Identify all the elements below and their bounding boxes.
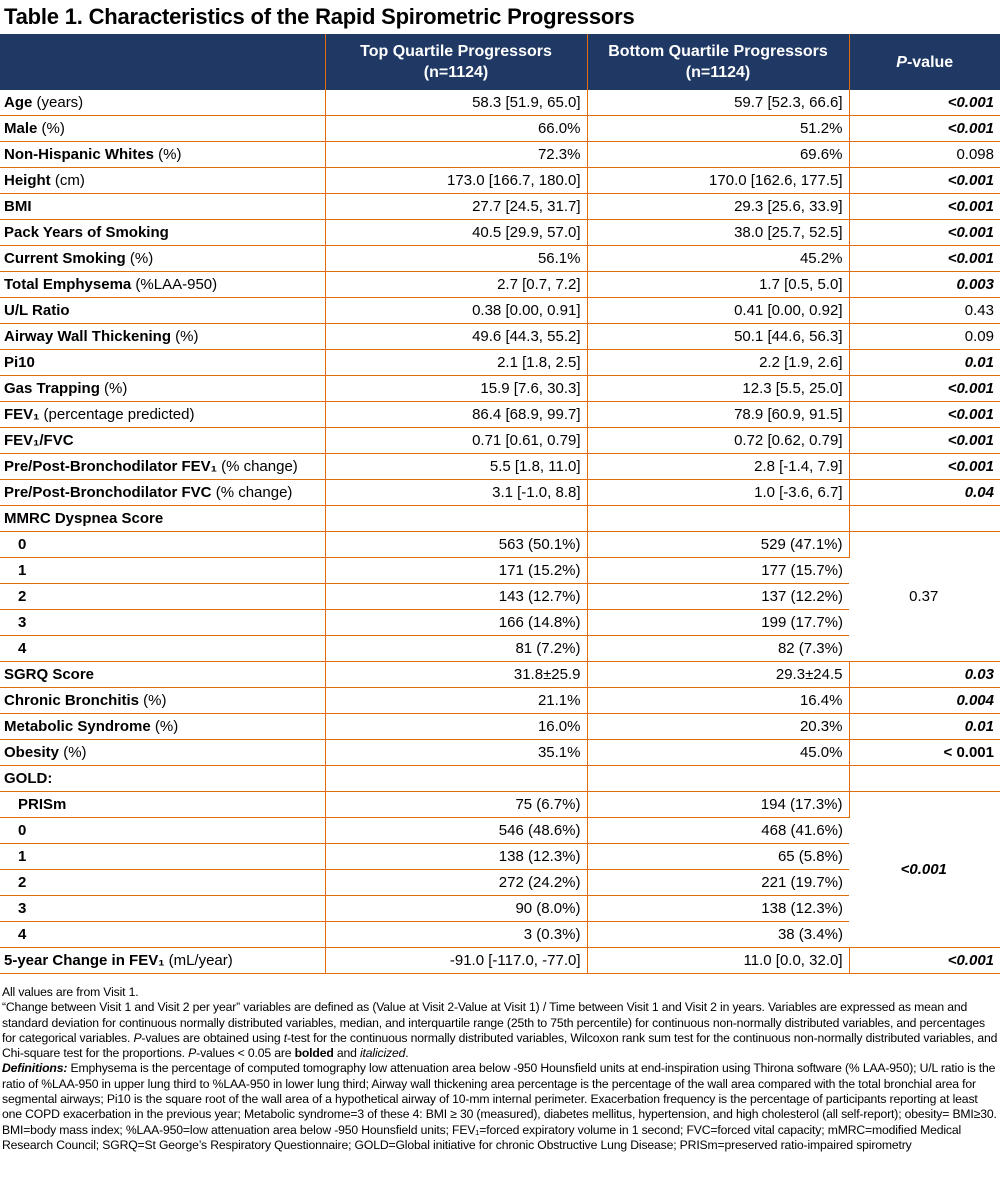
bottom-quartile-value: 50.1 [44.6, 56.3] — [587, 324, 849, 350]
group-item-row — [0, 792, 1000, 818]
top-quartile-value: 75 (6.7%) — [325, 792, 587, 818]
top-quartile-value: 5.5 [1.8, 11.0] — [325, 454, 587, 480]
footnote-italicized: italicized — [360, 1046, 406, 1061]
footnote-visit: All values are from Visit 1. — [2, 985, 139, 999]
top-quartile-value: 138 (12.3%) — [325, 844, 587, 870]
table-row — [0, 324, 1000, 350]
group-label — [0, 506, 325, 532]
bottom-quartile-value: 137 (12.2%) — [587, 584, 849, 610]
footnote-methods-text-3: -test for the continuous normally distributed variables, Wilcoxon rank sum test for the continuous non-normally distributed variables, and Chi-square test for the proportions. — [2, 1030, 998, 1061]
group-p-empty — [849, 506, 1000, 532]
top-quartile-value: 143 (12.7%) — [325, 584, 587, 610]
bottom-quartile-value: 82 (7.3%) — [587, 636, 849, 662]
bottom-quartile-value: 12.3 [5.5, 25.0] — [587, 376, 849, 402]
p-value: <0.001 — [849, 168, 1000, 194]
row-label-bold: Obesity — [4, 744, 60, 761]
bottom-quartile-value: 2.2 [1.9, 2.6] — [587, 350, 849, 376]
table-body — [0, 90, 1000, 974]
bottom-quartile-value: 59.7 [52.3, 66.6] — [587, 90, 849, 116]
top-quartile-value: -91.0 [-117.0, -77.0] — [325, 948, 587, 974]
top-quartile-value: 166 (14.8%) — [325, 610, 587, 636]
footnote-p-italic: P — [133, 1030, 142, 1045]
table-row — [0, 116, 1000, 142]
p-value: < 0.001 — [849, 740, 1000, 766]
footnote-abbreviations: BMI=body mass index; %LAA-950=low attenuation area below -950 Hounsfield units; FEV₁=forced expiratory volume in 1 second; FVC=forced vital capacity; mMRC=modified Medical Research Council; SGRQ=St George’s Respiratory Questionnaire; GOLD=Global initiative for chronic Obstructive Lung Disease; PRISm=preserved ratio-impaired spirometry — [2, 1122, 962, 1152]
bottom-quartile-value: 138 (12.3%) — [587, 896, 849, 922]
header-bottom-quartile — [587, 34, 849, 90]
row-label-unit: (years) — [32, 94, 84, 111]
row-label — [0, 350, 325, 376]
bottom-quartile-value: 38.0 [25.7, 52.5] — [587, 220, 849, 246]
top-quartile-value: 171 (15.2%) — [325, 558, 587, 584]
bottom-quartile-value: 0.41 [0.00, 0.92] — [587, 298, 849, 324]
table-row — [0, 168, 1000, 194]
top-quartile-value: 21.1% — [325, 688, 587, 714]
row-label-unit: (%) — [170, 328, 199, 345]
bottom-quartile-value: 468 (41.6%) — [587, 818, 849, 844]
header-top-quartile — [325, 34, 587, 90]
row-label-unit: (%) — [37, 120, 65, 137]
row-label-unit: (%) — [99, 380, 128, 397]
row-label — [0, 90, 325, 116]
group-p-value: <0.001 — [849, 792, 1000, 948]
bottom-quartile-value: 11.0 [0.0, 32.0] — [587, 948, 849, 974]
footnote-t-italic: t — [283, 1030, 287, 1045]
row-label-bold: Total Emphysema — [4, 276, 132, 293]
row-label-bold: Gas Trapping — [4, 380, 100, 397]
row-label-bold: 5-year Change in FEV₁ — [4, 952, 165, 969]
top-quartile-value: 58.3 [51.9, 65.0] — [325, 90, 587, 116]
group-header-row — [0, 766, 1000, 792]
top-quartile-value: 81 (7.2%) — [325, 636, 587, 662]
top-quartile-value: 0.71 [0.61, 0.79] — [325, 428, 587, 454]
header-top-quartile-n: (n=1124) — [423, 64, 489, 81]
p-value: <0.001 — [849, 454, 1000, 480]
row-label — [0, 402, 325, 428]
header-p-rest: -value — [906, 53, 954, 71]
bottom-quartile-value: 2.8 [-1.4, 7.9] — [587, 454, 849, 480]
group-item-label: 4 — [0, 922, 325, 948]
table-row — [0, 220, 1000, 246]
top-quartile-value: 0.38 [0.00, 0.91] — [325, 298, 587, 324]
row-label — [0, 714, 325, 740]
table-row — [0, 272, 1000, 298]
p-value: 0.004 — [849, 688, 1000, 714]
row-label-bold: SGRQ Score — [4, 666, 95, 683]
top-quartile-value: 86.4 [68.9, 99.7] — [325, 402, 587, 428]
row-label — [0, 272, 325, 298]
table-row — [0, 298, 1000, 324]
group-bottom-empty — [587, 506, 849, 532]
footnote-methods-text: “Change between Visit 1 and Visit 2 per year” variables are defined as (Value at Visit 2-Value at Visit 1) / Time between Visit 1 and Visit 2 in years. Variables are expressed as mean and standard deviation for continuous normally distributed variables, median, and interquartile range (25th to 75th percentile) for continuous non-normally distributed variables, and percentages for categorical variables. — [2, 1000, 985, 1045]
header-p-value — [849, 34, 1000, 90]
group-item-label: PRISm — [0, 792, 325, 818]
row-label — [0, 246, 325, 272]
group-label-text: MMRC Dyspnea Score — [4, 510, 164, 527]
group-label-text: GOLD: — [4, 770, 53, 787]
header-p-italic: P — [896, 53, 907, 71]
group-p-value: 0.37 — [849, 532, 1000, 662]
p-value: <0.001 — [849, 90, 1000, 116]
table-row — [0, 376, 1000, 402]
table-row — [0, 90, 1000, 116]
row-label-unit: (percentage predicted) — [39, 406, 195, 423]
group-item-label: 1 — [0, 558, 325, 584]
p-value: <0.001 — [849, 220, 1000, 246]
bottom-quartile-value: 51.2% — [587, 116, 849, 142]
group-item-label: 1 — [0, 844, 325, 870]
top-quartile-value: 56.1% — [325, 246, 587, 272]
bottom-quartile-value: 16.4% — [587, 688, 849, 714]
group-p-empty — [849, 766, 1000, 792]
row-label — [0, 480, 325, 506]
group-item-row — [0, 532, 1000, 558]
table-row — [0, 662, 1000, 688]
footnote-and: and — [333, 1046, 360, 1061]
bottom-quartile-value: 69.6% — [587, 142, 849, 168]
group-bottom-empty — [587, 766, 849, 792]
characteristics-table — [0, 34, 1000, 974]
row-label-bold: Pre/Post-Bronchodilator FVC — [4, 484, 212, 501]
row-label — [0, 324, 325, 350]
header-top-quartile-title: Top Quartile Progressors — [360, 43, 552, 60]
bottom-quartile-value: 45.2% — [587, 246, 849, 272]
top-quartile-value: 72.3% — [325, 142, 587, 168]
footnote-p2-italic: P — [188, 1046, 197, 1061]
row-label — [0, 740, 325, 766]
group-item-label: 2 — [0, 584, 325, 610]
p-value: <0.001 — [849, 376, 1000, 402]
table-title: Table 1. Characteristics of the Rapid Spirometric Progressors — [4, 4, 635, 29]
row-label — [0, 142, 325, 168]
top-quartile-value: 16.0% — [325, 714, 587, 740]
p-value: 0.03 — [849, 662, 1000, 688]
footnote-definitions — [2, 1061, 998, 1122]
row-label-bold: Chronic Bronchitis — [4, 692, 140, 709]
table-row — [0, 402, 1000, 428]
group-item-label: 4 — [0, 636, 325, 662]
bottom-quartile-value: 529 (47.1%) — [587, 532, 849, 558]
group-header-row — [0, 506, 1000, 532]
table-header-row — [0, 34, 1000, 90]
row-label — [0, 298, 325, 324]
top-quartile-value: 35.1% — [325, 740, 587, 766]
row-label-unit: (cm) — [50, 172, 85, 189]
p-value: 0.098 — [849, 142, 1000, 168]
top-quartile-value: 27.7 [24.5, 31.7] — [325, 194, 587, 220]
row-label-unit: (% change) — [211, 484, 293, 501]
group-top-empty — [325, 766, 587, 792]
definitions-text: Emphysema is the percentage of computed tomography low attenuation area below -950 Hounsfield units at end-inspiration using Thirona software (% LAA-950); U/L ratio is the ratio of %LAA-950 in upper lung third to %LAA-950 in lower lung third; Airway wall thickening area percentage is the percentage of the wall area compared with the total bronchial area for segmental airways; Pi10 is the square root of the wall area of a hypothetical airway of 10-mm internal perimeter. Exacerbation frequency is the percentage of participants reporting at least one COPD exacerbation in the previous year; Metabolic syndrome=3 of these 4: BMI ≥ 30 (measured), diabetes mellitus, hypertension, and high cholesterol (all self-report); obesity= BMI≥30. — [2, 1061, 997, 1122]
row-label-unit: (mL/year) — [164, 952, 233, 969]
table-row — [0, 350, 1000, 376]
row-label — [0, 220, 325, 246]
top-quartile-value: 3 (0.3%) — [325, 922, 587, 948]
p-value: <0.001 — [849, 402, 1000, 428]
table-row — [0, 194, 1000, 220]
row-label — [0, 168, 325, 194]
bottom-quartile-value: 1.7 [0.5, 5.0] — [587, 272, 849, 298]
table-row — [0, 428, 1000, 454]
top-quartile-value: 15.9 [7.6, 30.3] — [325, 376, 587, 402]
top-quartile-value: 546 (48.6%) — [325, 818, 587, 844]
group-item-label: 2 — [0, 870, 325, 896]
table-row — [0, 480, 1000, 506]
row-label — [0, 194, 325, 220]
row-label-unit: (%) — [125, 250, 154, 267]
row-label-bold: U/L Ratio — [4, 302, 70, 319]
table-row — [0, 740, 1000, 766]
row-label-unit: (%) — [150, 718, 179, 735]
bottom-quartile-value: 29.3±24.5 — [587, 662, 849, 688]
group-item-label: 3 — [0, 896, 325, 922]
row-label — [0, 428, 325, 454]
p-value: 0.43 — [849, 298, 1000, 324]
row-label-unit: (%) — [59, 744, 87, 761]
row-label-bold: Pi10 — [4, 354, 35, 371]
top-quartile-value: 90 (8.0%) — [325, 896, 587, 922]
table-row — [0, 948, 1000, 974]
row-label-unit: (%) — [154, 146, 182, 163]
p-value: 0.01 — [849, 714, 1000, 740]
row-label-bold: Airway Wall Thickening — [4, 328, 171, 345]
p-value: <0.001 — [849, 194, 1000, 220]
row-label-bold: Age — [4, 94, 33, 111]
top-quartile-value: 173.0 [166.7, 180.0] — [325, 168, 587, 194]
row-label-bold: Metabolic Syndrome — [4, 718, 151, 735]
p-value: <0.001 — [849, 246, 1000, 272]
p-value: <0.001 — [849, 428, 1000, 454]
row-label — [0, 454, 325, 480]
row-label-bold: BMI — [4, 198, 32, 215]
row-label — [0, 376, 325, 402]
top-quartile-value: 563 (50.1%) — [325, 532, 587, 558]
bottom-quartile-value: 1.0 [-3.6, 6.7] — [587, 480, 849, 506]
row-label — [0, 948, 325, 974]
bottom-quartile-value: 20.3% — [587, 714, 849, 740]
p-value: <0.001 — [849, 948, 1000, 974]
header-bottom-quartile-title: Bottom Quartile Progressors — [608, 43, 828, 60]
header-bottom-quartile-n: (n=1124) — [685, 64, 751, 81]
table-footnotes — [2, 985, 998, 1153]
footnote-methods — [2, 1000, 998, 1061]
bottom-quartile-value: 65 (5.8%) — [587, 844, 849, 870]
bottom-quartile-value: 177 (15.7%) — [587, 558, 849, 584]
bottom-quartile-value: 0.72 [0.62, 0.79] — [587, 428, 849, 454]
p-value: <0.001 — [849, 116, 1000, 142]
row-label-bold: Non-Hispanic Whites — [4, 146, 155, 163]
top-quartile-value: 49.6 [44.3, 55.2] — [325, 324, 587, 350]
table-row — [0, 142, 1000, 168]
top-quartile-value: 272 (24.2%) — [325, 870, 587, 896]
bottom-quartile-value: 45.0% — [587, 740, 849, 766]
top-quartile-value: 40.5 [29.9, 57.0] — [325, 220, 587, 246]
row-label-bold: Pack Years of Smoking — [4, 224, 169, 241]
p-value: 0.09 — [849, 324, 1000, 350]
bottom-quartile-value: 29.3 [25.6, 33.9] — [587, 194, 849, 220]
group-item-label: 0 — [0, 532, 325, 558]
top-quartile-value: 2.1 [1.8, 2.5] — [325, 350, 587, 376]
p-value: 0.04 — [849, 480, 1000, 506]
table-row — [0, 714, 1000, 740]
row-label — [0, 688, 325, 714]
footnote-methods-text-2: -values are obtained using — [141, 1030, 284, 1045]
footnote-end: . — [405, 1046, 409, 1061]
row-label — [0, 662, 325, 688]
top-quartile-value: 66.0% — [325, 116, 587, 142]
footnote-methods-text-4: -values < 0.05 are — [196, 1046, 295, 1061]
definitions-label: Definitions: — [2, 1061, 68, 1076]
table-row — [0, 454, 1000, 480]
row-label-unit: (%) — [139, 692, 167, 709]
row-label-unit: (%LAA-950) — [131, 276, 218, 293]
row-label-bold: Male — [4, 120, 38, 137]
bottom-quartile-value: 194 (17.3%) — [587, 792, 849, 818]
group-item-label: 3 — [0, 610, 325, 636]
top-quartile-value: 31.8±25.9 — [325, 662, 587, 688]
p-value: 0.01 — [849, 350, 1000, 376]
row-label-unit: (% change) — [216, 458, 298, 475]
group-label — [0, 766, 325, 792]
bottom-quartile-value: 38 (3.4%) — [587, 922, 849, 948]
header-label-cell — [0, 34, 325, 90]
group-item-label: 0 — [0, 818, 325, 844]
p-value: 0.003 — [849, 272, 1000, 298]
row-label-bold: Current Smoking — [4, 250, 126, 267]
bottom-quartile-value: 221 (19.7%) — [587, 870, 849, 896]
row-label-bold: Height — [4, 172, 51, 189]
bottom-quartile-value: 199 (17.7%) — [587, 610, 849, 636]
bottom-quartile-value: 78.9 [60.9, 91.5] — [587, 402, 849, 428]
table-row — [0, 688, 1000, 714]
top-quartile-value: 2.7 [0.7, 7.2] — [325, 272, 587, 298]
top-quartile-value: 3.1 [-1.0, 8.8] — [325, 480, 587, 506]
bottom-quartile-value: 170.0 [162.6, 177.5] — [587, 168, 849, 194]
footnote-bolded: bolded — [294, 1046, 334, 1061]
row-label-bold: FEV₁ — [4, 406, 40, 423]
group-top-empty — [325, 506, 587, 532]
row-label — [0, 116, 325, 142]
table-row — [0, 246, 1000, 272]
row-label-bold: FEV₁/FVC — [4, 432, 74, 449]
row-label-bold: Pre/Post-Bronchodilator FEV₁ — [4, 458, 217, 475]
